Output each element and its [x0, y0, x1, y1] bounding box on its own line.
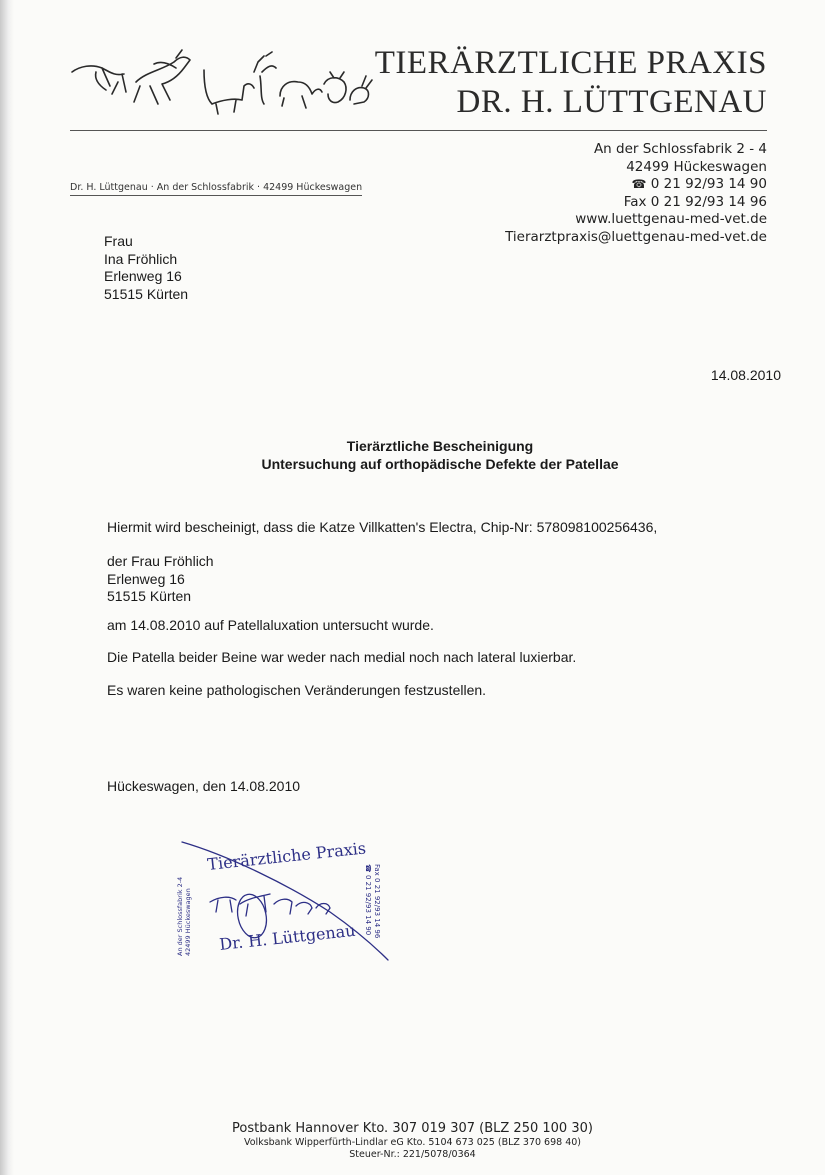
address-city: 42499 Hückeswagen: [626, 158, 767, 175]
place-and-date: Hückeswagen, den 14.08.2010: [107, 778, 301, 794]
footer-tax-number: Steuer-Nr.: 221/5078/0364: [349, 1149, 476, 1160]
website-link: www.luettgenau-med-vet.de: [575, 211, 767, 227]
conclusion-statement: Es waren keine pathologischen Veränderungen festzustellen.: [107, 682, 487, 698]
footer-bank-2: Volksbank Wipperfürth-Lindlar eG Kto. 5104 673 025 (BLZ 370 698 40): [243, 1137, 582, 1148]
subject-subtitle: Untersuchung auf orthopädische Defekte der Patellae: [261, 456, 619, 472]
fax-line: Fax 0 21 92/93 14 96: [623, 193, 767, 210]
certificate-intro: Hiermit wird bescheinigt, dass die Katze Villkatten's Electra, Chip-Nr: 578098100256436,: [107, 519, 658, 535]
recipient-address: [104, 233, 188, 303]
phone-number: 0 21 92/93 14 90: [650, 176, 767, 192]
sender-return-address: Dr. H. Lüttgenau · An der Schlossfabrik · 42499 Hückeswagen: [70, 182, 362, 196]
stamp-top-text: Tierärztliche Praxis: [206, 838, 367, 874]
recipient-salutation: Frau: [104, 233, 133, 249]
stamp-right-text-1: ☎ 0 21 92/93 14 90: [364, 864, 372, 936]
recipient-city: 51515 Kürten: [104, 285, 189, 302]
animal-line-drawing-logo: [66, 42, 376, 122]
practice-stamp: [170, 838, 395, 968]
scan-edge-shadow: [0, 0, 14, 1175]
recipient-name: Ina Fröhlich: [104, 250, 178, 267]
stamp-right-text-2: Fax 0 21 92/93 14 96: [373, 864, 381, 939]
practice-title-line2: DR. H. LÜTTGENAU: [456, 84, 767, 120]
contact-block: [505, 141, 767, 246]
stamp-left-text-1: An der Schlossfabrik 2-4: [176, 876, 184, 956]
header-divider: [70, 130, 767, 131]
footer-bank-1: Postbank Hannover Kto. 307 019 307 (BLZ 250 100 30): [232, 1121, 593, 1136]
practice-title: [375, 44, 767, 122]
address-street: An der Schlossfabrik 2 - 4: [593, 141, 767, 157]
email-link: Tierarztpraxis@luettgenau-med-vet.de: [505, 228, 767, 245]
owner-street: Erlenweg 16: [107, 570, 185, 587]
subject-title: Tierärztliche Bescheinigung: [346, 438, 534, 454]
practice-title-line1: TIERÄRZTLICHE PRAXIS: [374, 45, 767, 81]
stamp-left-text-2: 42499 Hückeswagen: [184, 888, 192, 956]
subject-block: [0, 437, 825, 473]
owner-name: der Frau Fröhlich: [107, 553, 214, 569]
recipient-street: Erlenweg 16: [104, 268, 182, 284]
footer-bank-details: [0, 1121, 825, 1161]
letter-date: 14.08.2010: [710, 367, 781, 383]
finding-statement: Die Patella beider Beine war weder nach medial noch nach lateral luxierbar.: [107, 649, 577, 665]
owner-address: [107, 553, 214, 606]
examination-statement: am 14.08.2010 auf Patellaluxation untersucht wurde.: [107, 617, 434, 633]
stamp-bottom-text: Dr. H. Lüttgenau: [218, 920, 357, 954]
phone-line: [505, 176, 767, 194]
owner-city: 51515 Kürten: [107, 588, 192, 604]
telephone-icon: ☎: [631, 177, 647, 191]
